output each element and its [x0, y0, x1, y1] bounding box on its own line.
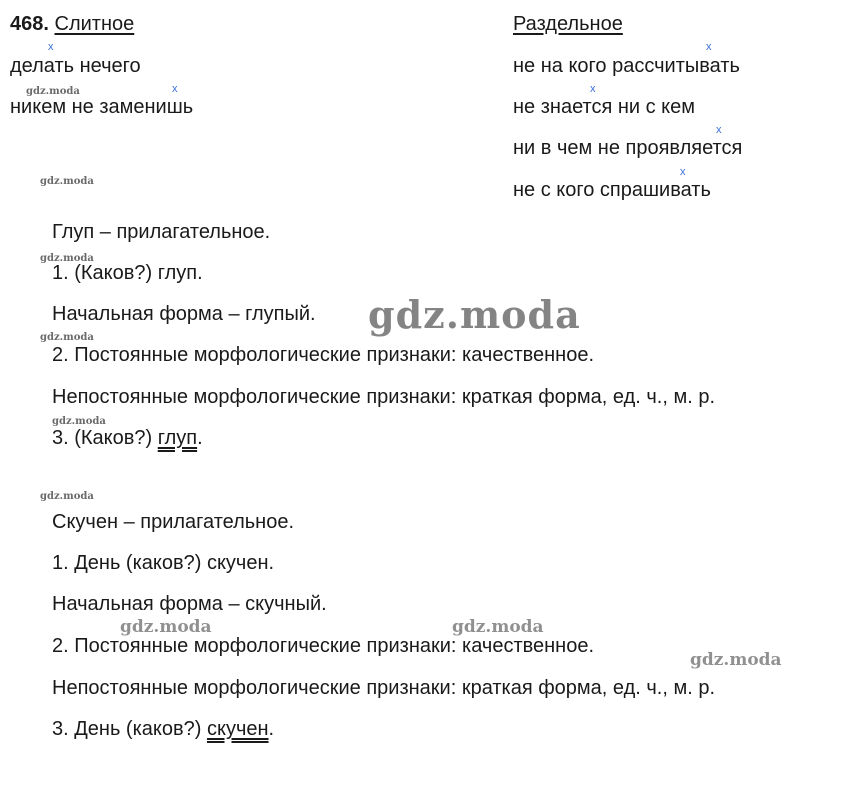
list-item-merged: никем не заменишь — [10, 96, 194, 118]
watermark: gdz.moda — [40, 176, 94, 187]
exercise-number: 468. — [10, 13, 49, 35]
parse2-line3: 2. Постоянные морфологические признаки: качественное. — [52, 635, 595, 657]
watermark: gdz.moda — [452, 617, 544, 637]
parse2-line5-prefix: 3. День (каков?) — [52, 718, 207, 740]
column-title-left: Слитное — [54, 13, 135, 35]
watermark: gdz.moda — [52, 416, 106, 427]
header-row — [10, 12, 134, 36]
list-item-separate: не знается ни с кем — [513, 96, 696, 118]
parse1-line2: Начальная форма – глупый. — [52, 303, 316, 325]
parse2-predicate-word: скучен — [206, 718, 269, 740]
stress-mark: x — [48, 41, 54, 53]
parse1-line5-suffix: . — [197, 427, 203, 449]
watermark-large: gdz.moda — [368, 292, 581, 337]
parse2-line1: 1. День (каков?) скучен. — [52, 552, 275, 574]
parse1-line5 — [52, 426, 203, 450]
parse1-heading: Глуп – прилагательное. — [52, 221, 271, 243]
parse1-predicate-word: глуп — [157, 427, 198, 449]
watermark: gdz.moda — [40, 332, 94, 343]
stress-mark: x — [680, 166, 686, 178]
stress-mark: x — [706, 41, 712, 53]
parse2-line5 — [52, 717, 274, 741]
parse2-heading: Скучен – прилагательное. — [52, 511, 295, 533]
parse2-line2: Начальная форма – скучный. — [52, 593, 327, 615]
column-title-right: Раздельное — [513, 13, 623, 35]
parse1-line4: Непостоянные морфологические признаки: краткая форма, ед. ч., м. р. — [52, 386, 716, 408]
parse1-line5-prefix: 3. (Каков?) — [52, 427, 158, 449]
list-item-separate: не с кого спрашивать — [513, 179, 711, 201]
parse2-line4: Непостоянные морфологические признаки: краткая форма, ед. ч., м. р. — [52, 677, 716, 699]
parse1-line3: 2. Постоянные морфологические признаки: качественное. — [52, 344, 595, 366]
list-item-merged: делать нечего — [10, 55, 141, 77]
watermark: gdz.moda — [120, 617, 212, 637]
parse2-line5-suffix: . — [268, 718, 275, 740]
stress-mark: x — [172, 83, 178, 95]
stress-mark: x — [716, 124, 722, 136]
list-item-separate: ни в чем не проявляется — [513, 137, 743, 159]
watermark: gdz.moda — [690, 650, 782, 670]
list-item-separate: не на кого рассчитывать — [513, 55, 740, 77]
parse1-line1: 1. (Каков?) глуп. — [52, 262, 203, 284]
watermark: gdz.moda — [26, 86, 80, 97]
watermark: gdz.moda — [40, 253, 94, 264]
watermark: gdz.moda — [40, 491, 94, 502]
stress-mark: x — [590, 83, 596, 95]
